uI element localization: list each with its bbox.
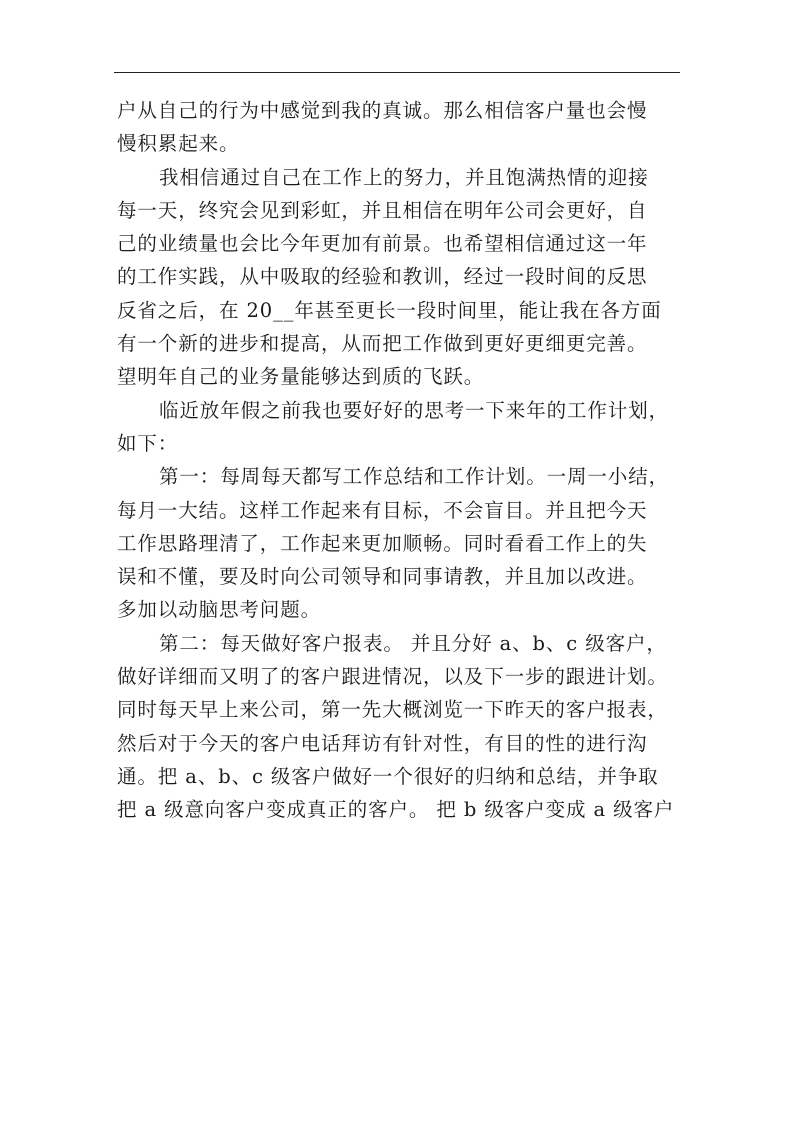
paragraph-4	[117, 460, 681, 626]
paragraph-5	[117, 627, 681, 827]
text-line: 第一：每周每天都写工作总结和工作计划。一周一小结，	[159, 465, 670, 489]
text-line: 工作思路理清了，工作起来更加顺畅。同时看看工作上的失	[117, 531, 648, 555]
paragraph-1	[117, 94, 681, 161]
text-line: 第二：每天做好客户报表。 并且分好 a、b、c 级客户，	[159, 631, 667, 655]
text-line: 临近放年假之前我也要好好的思考一下来年的工作计划，	[159, 398, 670, 422]
paragraph-3	[117, 394, 681, 461]
text-line: 户从自己的行为中感觉到我的真诚。那么相信客户量也会慢	[117, 99, 648, 122]
text-line: 己的业绩量也会比今年更加有前景。也希望相信通过这一年	[117, 232, 648, 256]
text-line: 同时每天早上来公司，第一先大概浏览一下昨天的客户报表，	[117, 698, 668, 722]
text-line: 如下：	[117, 431, 179, 455]
text-line: 望明年自己的业务量能够达到质的飞跃。	[117, 365, 485, 389]
text-line: 的工作实践，从中吸取的经验和教训，经过一段时间的反思	[117, 265, 648, 289]
text-line: 每一天，终究会见到彩虹，并且相信在明年公司会更好，自	[117, 198, 648, 222]
text-line: 通。把 a、b、c 级客户做好一个很好的归纳和总结，并争取	[117, 764, 659, 788]
text-line: 反省之后，在 20__年甚至更长一段时间里，能让我在各方面	[117, 298, 662, 322]
header-rule	[114, 72, 680, 73]
document-body	[117, 94, 681, 827]
paragraph-2	[117, 161, 681, 394]
text-line: 每月一大结。这样工作起来有目标，不会盲目。并且把今天	[117, 498, 648, 522]
text-line: 把 a 级意向客户变成真正的客户。 把 b 级客户变成 a 级客户	[117, 798, 675, 822]
text-line: 误和不懂，要及时向公司领导和同事请教，并且加以改进。	[117, 565, 648, 589]
text-line: 多加以动脑思考问题。	[117, 598, 322, 622]
text-line: 然后对于今天的客户电话拜访有针对性，有目的性的进行沟	[117, 731, 648, 755]
text-line: 有一个新的进步和提高，从而把工作做到更好更细更完善。	[117, 332, 648, 356]
text-line: 慢积累起来。	[117, 132, 240, 156]
text-line: 做好详细而又明了的客户跟进情况，以及下一步的跟进计划。	[117, 665, 668, 689]
text-line: 我相信通过自己在工作上的努力，并且饱满热情的迎接	[159, 165, 649, 189]
